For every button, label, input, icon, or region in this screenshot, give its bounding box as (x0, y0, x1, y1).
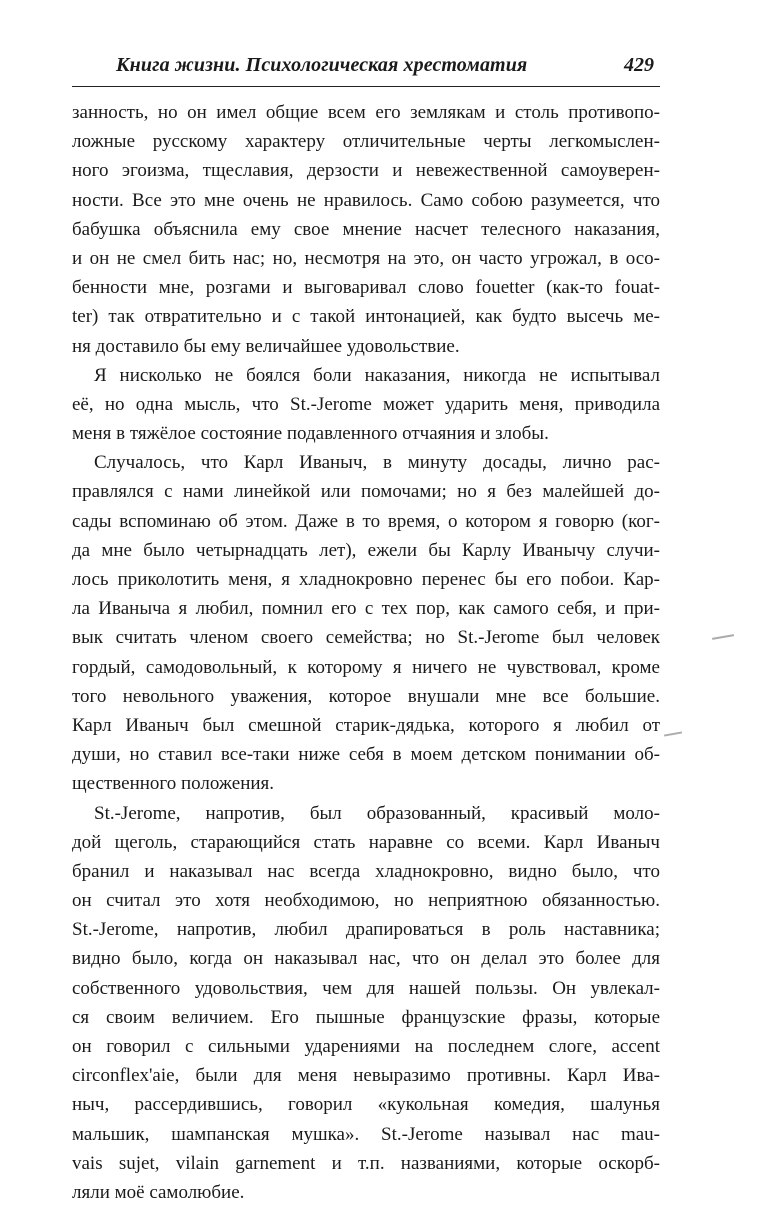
text-line: ла Иваныча я любил, помнил его с тех пор, как самого себя, и при- (72, 594, 660, 623)
text-line: бранил и наказывал нас всегда хладнокровно, видно было, что (72, 857, 660, 886)
text-line: Карл Иваныч был смешной старик-дядька, которого я любил от (72, 711, 660, 740)
text-line: сады вспоминаю об этом. Даже в то время, о котором я говорю (ког- (72, 507, 660, 536)
text-line: занность, но он имел общие всем его землякам и столь противопо- (72, 98, 660, 127)
paragraph (72, 98, 660, 361)
text-line: гордый, самодовольный, к которому я ничего не чувствовал, кроме (72, 653, 660, 682)
text-line: ности. Все это мне очень не нравилось. Само собою разумеется, что (72, 186, 660, 215)
paragraph (72, 799, 660, 1207)
text-line: ныч, рассердившись, говорил «кукольная комедия, шалунья (72, 1090, 660, 1119)
running-header (72, 52, 660, 87)
running-title: Книга жизни. Психологическая хрестоматия (116, 54, 527, 77)
text-line: и он не смел бить нас; но, несмотря на это, он часто угрожал, в осо- (72, 244, 660, 273)
text-line: дой щеголь, старающийся стать наравне со всеми. Карл Иваныч (72, 828, 660, 857)
paragraph (72, 448, 660, 798)
scan-mark (712, 634, 734, 639)
text-line: вык считать членом своего семейства; но St.-Jerome был человек (72, 623, 660, 652)
text-line: мальшик, шампанская мушка». St.-Jerome называл нас mau- (72, 1120, 660, 1149)
text-line: ter) так отвратительно и с такой интонацией, как будто высечь ме- (72, 302, 660, 331)
text-line: души, но ставил все-таки ниже себя в моем детском понимании об- (72, 740, 660, 769)
text-line: того невольного уважения, которое внушали мне все большие. (72, 682, 660, 711)
text-line: её, но одна мысль, что St.-Jerome может ударить меня, приводила (72, 390, 660, 419)
text-line: видно было, когда он наказывал нас, что он делал это более для (72, 944, 660, 973)
text-line: меня в тяжёлое состояние подавленного отчаяния и злобы. (72, 419, 660, 448)
text-line: ся своим величием. Его пышные французские фразы, которые (72, 1003, 660, 1032)
text-line: лось приколотить меня, я хладнокровно перенес бы его побои. Кар- (72, 565, 660, 594)
text-line: собственного удовольствия, чем для нашей пользы. Он увлекал- (72, 974, 660, 1003)
text-line: да мне было четырнадцать лет), ежели бы Карлу Иванычу случи- (72, 536, 660, 565)
page-number: 429 (624, 54, 654, 77)
text-line: бенности мне, розгами и выговаривал слово fouetter (как-то fouat- (72, 273, 660, 302)
text-line: ня доставило бы ему величайшее удовольствие. (72, 332, 660, 361)
text-line: Я нисколько не боялся боли наказания, никогда не испытывал (72, 361, 660, 390)
text-line: St.-Jerome, напротив, был образованный, красивый моло- (72, 799, 660, 828)
text-line: он считал это хотя необходимою, но неприятною обязанностью. (72, 886, 660, 915)
scan-mark (664, 731, 682, 736)
text-line: ляли моё самолюбие. (72, 1178, 660, 1207)
body-text (72, 98, 660, 1207)
paragraph (72, 361, 660, 449)
text-line: ложные русскому характеру отличительные черты легкомыслен- (72, 127, 660, 156)
text-line: щественного положения. (72, 769, 660, 798)
text-line: vais sujet, vilain garnement и т.п. названиями, которые оскорб- (72, 1149, 660, 1178)
text-line: Случалось, что Карл Иваныч, в минуту досады, лично рас- (72, 448, 660, 477)
text-line: St.-Jerome, напротив, любил драпироваться в роль наставника; (72, 915, 660, 944)
text-line: ного эгоизма, тщеславия, дерзости и невежественной самоуверен- (72, 156, 660, 185)
text-line: circonflex'aie, были для меня невыразимо противны. Карл Ива- (72, 1061, 660, 1090)
text-line: правлялся с нами линейкой или помочами; но я без малейшей до- (72, 477, 660, 506)
text-line: бабушка объяснила ему свое мнение насчет телесного наказания, (72, 215, 660, 244)
text-line: он говорил с сильными ударениями на последнем слоге, accent (72, 1032, 660, 1061)
